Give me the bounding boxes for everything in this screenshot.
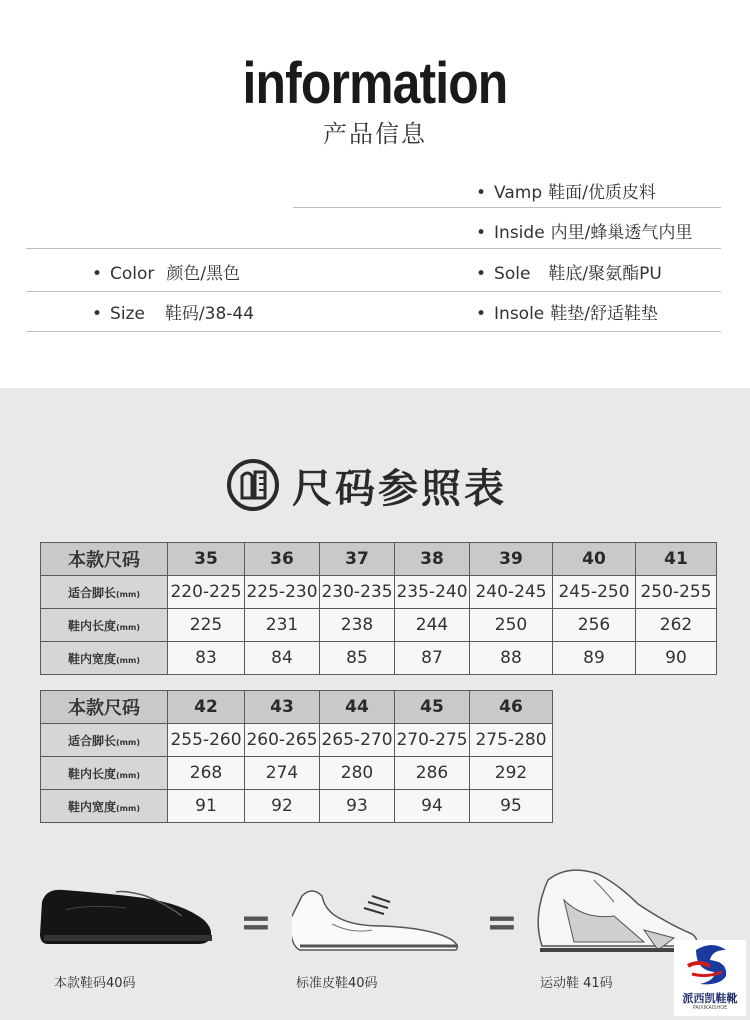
table-row [41, 642, 717, 675]
table-cell: 92 [245, 790, 320, 823]
row-label: 鞋内宽度 [68, 651, 117, 666]
table-row [41, 576, 717, 609]
table-cell: 255-260 [168, 724, 245, 757]
size-table-2 [40, 690, 553, 823]
unit-label: (mm) [116, 770, 140, 780]
divider [26, 331, 721, 332]
size-cell: 38 [395, 543, 470, 576]
unit-label: (mm) [116, 655, 140, 665]
unit-label: (mm) [116, 803, 140, 813]
product-info-section [0, 0, 750, 388]
table-cell: 220-225 [168, 576, 245, 609]
size-cell: 42 [168, 691, 245, 724]
spec-label: Sole [494, 264, 531, 284]
row-header: 本款尺码 [41, 543, 168, 576]
table-cell: 83 [168, 642, 245, 675]
table-cell: 286 [395, 757, 470, 790]
table-cell: 292 [470, 757, 553, 790]
spec-inside [476, 218, 692, 243]
table-cell: 95 [470, 790, 553, 823]
spec-value: 鞋底/聚氨酯PU [548, 264, 662, 284]
size-cell: 39 [470, 543, 553, 576]
equals-sign: = [240, 900, 272, 944]
size-cell: 37 [320, 543, 395, 576]
row-header: 本款尺码 [41, 691, 168, 724]
table-row [41, 691, 553, 724]
row-label: 鞋内长度 [68, 766, 117, 781]
spec-value: 鞋码/38-44 [164, 304, 255, 324]
table-cell: 238 [320, 609, 395, 642]
table-cell: 235-240 [395, 576, 470, 609]
table-row [41, 609, 717, 642]
size-cell: 40 [553, 543, 636, 576]
spec-insole [476, 299, 658, 324]
table-cell: 231 [245, 609, 320, 642]
this-shoe-label: 本款鞋码40码 [54, 976, 136, 991]
spec-label: Size [110, 304, 145, 324]
row-header [41, 790, 168, 823]
table-cell: 93 [320, 790, 395, 823]
sport-shoe-label: 运动鞋 41码 [540, 976, 613, 991]
unit-label: (mm) [116, 622, 140, 632]
table-cell: 87 [395, 642, 470, 675]
logo-subtext: PAIXIKAISHOE [692, 1005, 728, 1011]
leather-shoe-label: 标准皮鞋40码 [296, 976, 378, 991]
size-cell: 45 [395, 691, 470, 724]
table-cell: 90 [636, 642, 717, 675]
table-cell: 88 [470, 642, 553, 675]
spec-color [92, 259, 240, 284]
bullet: • [476, 304, 487, 324]
row-header [41, 724, 168, 757]
table-cell: 270-275 [395, 724, 470, 757]
table-row [41, 790, 553, 823]
spec-value: 内里/蜂巢透气内里 [550, 223, 693, 243]
table-cell: 85 [320, 642, 395, 675]
table-cell: 244 [395, 609, 470, 642]
size-cell: 41 [636, 543, 717, 576]
unit-label: (mm) [116, 589, 140, 599]
spec-label: Inside [494, 223, 545, 243]
spec-sole [476, 259, 662, 284]
table-cell: 225-230 [245, 576, 320, 609]
spec-label: Color [110, 264, 155, 284]
bullet: • [476, 223, 487, 243]
table-cell: 225 [168, 609, 245, 642]
table-cell: 240-245 [470, 576, 553, 609]
table-cell: 91 [168, 790, 245, 823]
title-chinese: 产品信息 [323, 120, 427, 148]
bullet: • [92, 264, 103, 284]
table-cell: 84 [245, 642, 320, 675]
size-chart-title: 尺码参照表 [292, 465, 507, 512]
row-label: 鞋内宽度 [68, 799, 117, 814]
table-cell: 268 [168, 757, 245, 790]
table-cell: 265-270 [320, 724, 395, 757]
table-cell: 250 [470, 609, 553, 642]
table-cell: 256 [553, 609, 636, 642]
spec-value: 颜色/黑色 [166, 264, 241, 284]
spec-vamp [476, 178, 656, 203]
size-cell: 44 [320, 691, 395, 724]
row-header [41, 642, 168, 675]
row-label: 鞋内长度 [68, 618, 117, 633]
size-table-1 [40, 542, 717, 675]
bullet: • [92, 304, 103, 324]
spec-size [92, 299, 254, 324]
spec-value: 鞋面/优质皮料 [548, 183, 656, 203]
size-cell: 36 [245, 543, 320, 576]
size-cell: 35 [168, 543, 245, 576]
row-header [41, 609, 168, 642]
table-cell: 280 [320, 757, 395, 790]
row-label: 适合脚长 [68, 585, 117, 600]
size-chart-heading [226, 455, 507, 515]
loafer-shoe-icon [36, 880, 216, 952]
spec-value: 鞋垫/舒适鞋垫 [550, 304, 658, 324]
table-cell: 275-280 [470, 724, 553, 757]
ruler-icon [226, 458, 280, 512]
table-row [41, 757, 553, 790]
table-cell: 260-265 [245, 724, 320, 757]
unit-label: (mm) [116, 737, 140, 747]
table-row [41, 543, 717, 576]
divider [26, 291, 721, 292]
logo-name: 派西凯鞋靴 [682, 992, 738, 1005]
table-cell: 245-250 [553, 576, 636, 609]
divider [293, 207, 721, 208]
table-cell: 230-235 [320, 576, 395, 609]
table-cell: 89 [553, 642, 636, 675]
row-label: 适合脚长 [68, 733, 117, 748]
dragon-logo-icon [674, 940, 746, 990]
spec-label: Vamp [494, 183, 543, 203]
spec-label: Insole [494, 304, 545, 324]
table-cell: 274 [245, 757, 320, 790]
table-cell: 250-255 [636, 576, 717, 609]
title-english: information [242, 51, 508, 116]
bullet: • [476, 183, 487, 203]
size-cell: 46 [470, 691, 553, 724]
divider [26, 248, 721, 249]
equals-sign: = [486, 900, 518, 944]
table-row [41, 724, 553, 757]
brand-logo [674, 940, 746, 1016]
oxford-shoe-icon [292, 884, 464, 956]
table-cell: 262 [636, 609, 717, 642]
row-header [41, 757, 168, 790]
table-cell: 94 [395, 790, 470, 823]
size-cell: 43 [245, 691, 320, 724]
row-header [41, 576, 168, 609]
bullet: • [476, 264, 487, 284]
